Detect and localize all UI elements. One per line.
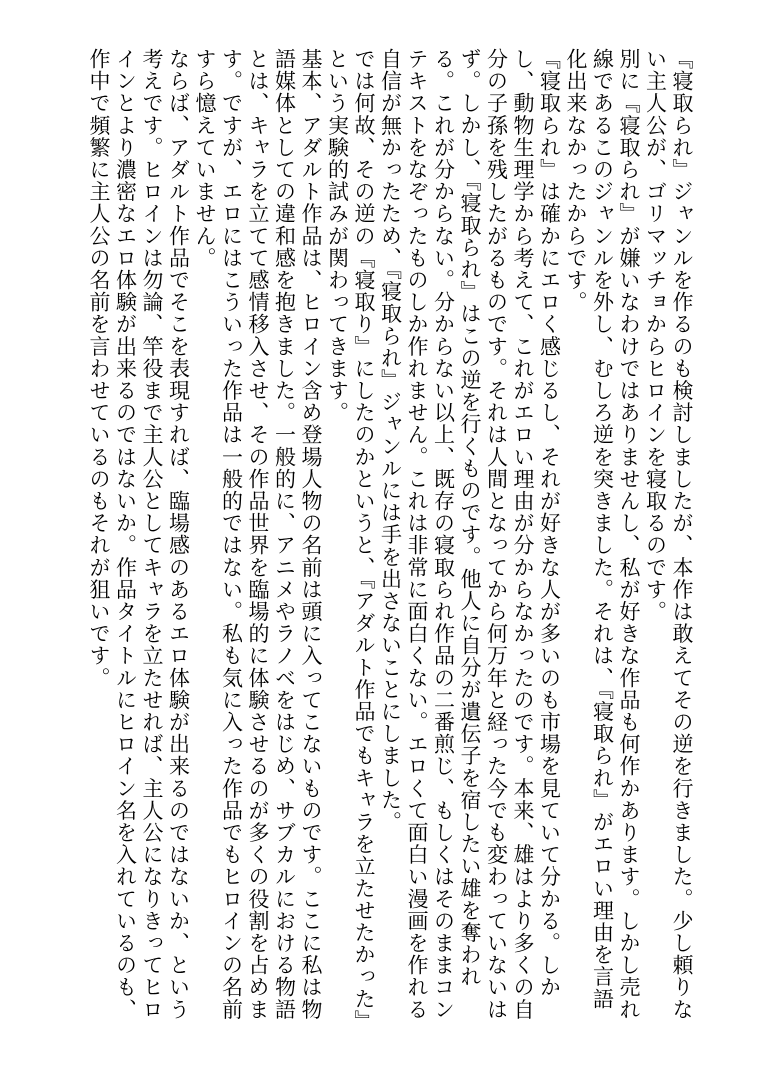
paragraph-6: ならば、アダルト作品でそこを表現すれば、臨場感のあるエロ体験が出来るのではないか、という考えです。ヒロインは勿論、竿役まで主人公としてキャラを立たせれば、主人公になりきってヒロインとより濃密なエロ体験が出来るのではないか。作品タイトルにヒロイン名を入れているのも、作中で頻繁に主人公の名前を言わせているのもそれが狙いです。 <box>87 48 191 1021</box>
paragraph-1: 『寝取られ』ジャンルを作るのも検討しましたが、本作は敢えてその逆を行きました。少し頼りない主人公が、ゴリマッチョからヒロインを寝取るのです。 <box>643 48 694 1021</box>
paragraph-2: 別に『寝取られ』が嫌いなわけではありませんし、私が好きな作品も何作かあります。しかし売れ線であるこのジャンルを外し、むしろ逆を突きました。それは、『寝取られ』がエロい理由を言語化出来なかったからです。 <box>564 48 641 1021</box>
paragraph-3: 『寝取られ』は確かにエロく感じるし、それが好きな人が多いのも市場を見ていて分かる。しかし、動物生理学から考えて、これがエロい理由が分からなかったのです。本来、雄はより多くの自分の子孫を残したがるものです。それは人間となってから何万年と経った今でも変わっていないはず。しかし、『寝取られ』はこの逆を行くものです。他人に自分が遺伝子を宿したい雄を奪われる。これが分からない。分からない以上、既存の寝取られ作品の二番煎じ、もしくはそのままコンテキストをなぞったものしか作れません。これは非常に面白くない。エロくて面白い漫画を作れる自信が無かったため、『寝取られ』ジャンルには手を出さないことにしました。 <box>378 48 562 1021</box>
paragraph-5: 基本、アダルト作品は、ヒロイン含め登場人物の名前は頭に入ってこないものです。ここに私は物語媒体としての違和感を抱きました。一般的に、アニメやラノベをはじめ、サブカルにおける物語とは、キャラを立てて感情移入させ、その作品世界を臨場的に体験させるのが多くの役割を占めます。ですが、エロにはこういった作品は一般的ではない。私も気に入った作品でもヒロインの名前すら憶えていません。 <box>193 48 323 1021</box>
paragraph-4: では何故、その逆の『寝取り』にしたのかというと、『アダルト作品でもキャラを立たせたかった』という実験的試みが関わってきます。 <box>325 48 376 1022</box>
article-text <box>86 48 696 1026</box>
